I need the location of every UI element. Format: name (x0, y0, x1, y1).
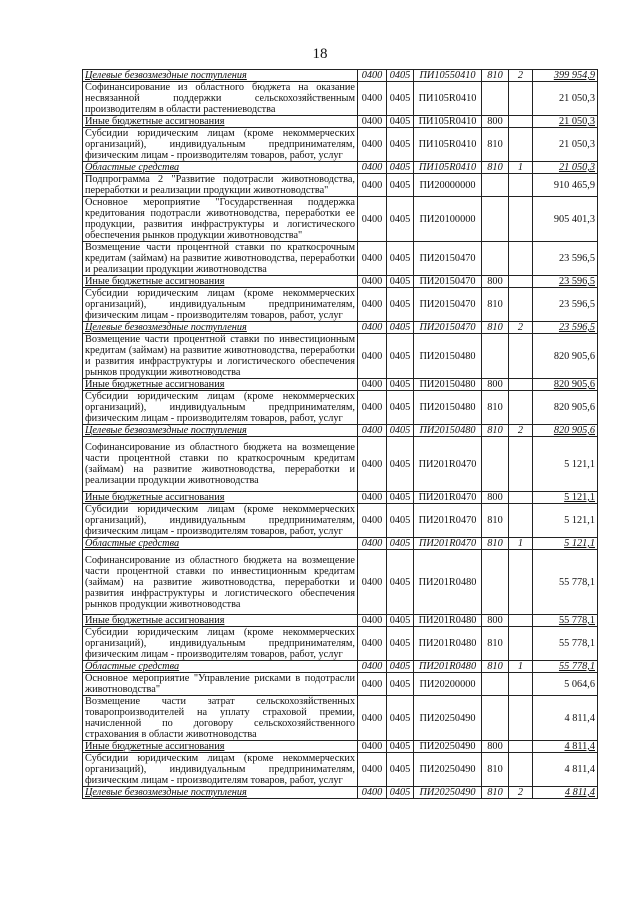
target-article-code: ПИ10550410 (414, 70, 482, 82)
amount-value: 55 778,1 (533, 550, 598, 615)
amount-value: 5 121,1 (533, 492, 598, 504)
table-row (83, 504, 598, 538)
expense-type-code (482, 673, 509, 696)
source-code: 2 (509, 425, 533, 437)
expense-type-code (482, 437, 509, 492)
amount-value: 55 778,1 (533, 661, 598, 673)
table-row (83, 425, 598, 437)
subsection-code: 0405 (387, 162, 414, 174)
target-article-code: ПИ20150480 (414, 379, 482, 391)
table-body (83, 70, 598, 799)
source-code (509, 379, 533, 391)
expense-type-code: 810 (482, 70, 509, 82)
budget-table (82, 69, 598, 799)
row-name: Подпрограмма 2 "Развитие подотрасли животноводства, переработки и реализации продукции животноводства" (83, 174, 358, 197)
row-name: Субсидии юридическим лицам (кроме некоммерческих организаций), индивидуальным предпринимателям, физическим лицам - производителям товаров, работ, услуг (83, 288, 358, 322)
row-name: Областные средства (83, 538, 358, 550)
expense-type-code: 800 (482, 276, 509, 288)
section-code: 0400 (358, 425, 387, 437)
amount-value: 55 778,1 (533, 627, 598, 661)
table-row (83, 753, 598, 787)
table-row (83, 627, 598, 661)
source-code (509, 492, 533, 504)
subsection-code: 0405 (387, 334, 414, 379)
subsection-code: 0405 (387, 70, 414, 82)
amount-value: 21 050,3 (533, 128, 598, 162)
table-row (83, 116, 598, 128)
row-name: Целевые безвозмездные поступления (83, 322, 358, 334)
row-name: Возмещение части процентной ставки по краткосрочным кредитам (займам) на развитие животноводства, переработки и реализации продукции животноводства (83, 242, 358, 276)
table-row (83, 162, 598, 174)
expense-type-code (482, 334, 509, 379)
amount-value: 5 121,1 (533, 437, 598, 492)
target-article-code: ПИ20150470 (414, 322, 482, 334)
target-article-code: ПИ20150470 (414, 242, 482, 276)
source-code (509, 741, 533, 753)
subsection-code: 0405 (387, 379, 414, 391)
section-code: 0400 (358, 379, 387, 391)
row-name: Целевые безвозмездные поступления (83, 70, 358, 82)
expense-type-code: 810 (482, 627, 509, 661)
target-article-code: ПИ201R0480 (414, 550, 482, 615)
section-code: 0400 (358, 334, 387, 379)
table-row (83, 379, 598, 391)
amount-value: 820 905,6 (533, 425, 598, 437)
section-code: 0400 (358, 673, 387, 696)
row-name: Основное мероприятие "Государственная поддержка кредитования подотрасли животноводства, переработки ее продукции, развития инфраструктуры и логистического обеспечения рынков продукции животноводства" (83, 197, 358, 242)
amount-value: 820 905,6 (533, 379, 598, 391)
expense-type-code (482, 242, 509, 276)
subsection-code: 0405 (387, 787, 414, 799)
amount-value: 4 811,4 (533, 787, 598, 799)
target-article-code: ПИ105R0410 (414, 82, 482, 116)
section-code: 0400 (358, 70, 387, 82)
subsection-code: 0405 (387, 504, 414, 538)
section-code: 0400 (358, 322, 387, 334)
amount-value: 23 596,5 (533, 242, 598, 276)
page-number: 18 (312, 46, 328, 62)
amount-value: 5 121,1 (533, 504, 598, 538)
amount-value: 21 050,3 (533, 116, 598, 128)
row-name: Целевые безвозмездные поступления (83, 425, 358, 437)
expense-type-code: 810 (482, 128, 509, 162)
expense-type-code (482, 174, 509, 197)
target-article-code: ПИ20150480 (414, 391, 482, 425)
table-row (83, 673, 598, 696)
target-article-code: ПИ20250490 (414, 753, 482, 787)
target-article-code: ПИ201R0470 (414, 504, 482, 538)
subsection-code: 0405 (387, 197, 414, 242)
subsection-code: 0405 (387, 174, 414, 197)
table-row (83, 276, 598, 288)
amount-value: 905 401,3 (533, 197, 598, 242)
row-name: Субсидии юридическим лицам (кроме некоммерческих организаций), индивидуальным предпринимателям, физическим лицам - производителям товаров, работ, услуг (83, 753, 358, 787)
expense-type-code: 810 (482, 425, 509, 437)
source-code (509, 276, 533, 288)
section-code: 0400 (358, 661, 387, 673)
expense-type-code: 810 (482, 288, 509, 322)
source-code (509, 615, 533, 627)
amount-value: 820 905,6 (533, 391, 598, 425)
source-code (509, 174, 533, 197)
table-row (83, 174, 598, 197)
subsection-code: 0405 (387, 391, 414, 425)
target-article-code: ПИ20000000 (414, 174, 482, 197)
subsection-code: 0405 (387, 288, 414, 322)
source-code (509, 437, 533, 492)
target-article-code: ПИ20150470 (414, 288, 482, 322)
section-code: 0400 (358, 627, 387, 661)
table-row (83, 288, 598, 322)
table-row (83, 128, 598, 162)
source-code: 2 (509, 70, 533, 82)
source-code (509, 197, 533, 242)
row-name: Основное мероприятие "Управление рисками в подотрасли животноводства" (83, 673, 358, 696)
row-name: Иные бюджетные ассигнования (83, 276, 358, 288)
target-article-code: ПИ105R0410 (414, 116, 482, 128)
expense-type-code (482, 197, 509, 242)
subsection-code: 0405 (387, 492, 414, 504)
row-name: Софинансирование из областного бюджета на возмещение части процентной ставки по краткосрочным кредитам (займам) на развитие животноводства, переработки и реализации продукции животноводства (83, 437, 358, 492)
table-row (83, 787, 598, 799)
amount-value: 5 121,1 (533, 538, 598, 550)
source-code (509, 753, 533, 787)
section-code: 0400 (358, 492, 387, 504)
subsection-code: 0405 (387, 661, 414, 673)
section-code: 0400 (358, 276, 387, 288)
target-article-code: ПИ20250490 (414, 787, 482, 799)
row-name: Иные бюджетные ассигнования (83, 492, 358, 504)
table-row (83, 696, 598, 741)
section-code: 0400 (358, 128, 387, 162)
source-code: 1 (509, 661, 533, 673)
subsection-code: 0405 (387, 82, 414, 116)
table-row (83, 492, 598, 504)
amount-value: 820 905,6 (533, 334, 598, 379)
target-article-code: ПИ105R0410 (414, 128, 482, 162)
target-article-code: ПИ20250490 (414, 696, 482, 741)
section-code: 0400 (358, 787, 387, 799)
row-name: Целевые безвозмездные поступления (83, 787, 358, 799)
expense-type-code: 800 (482, 379, 509, 391)
source-code (509, 242, 533, 276)
table-row (83, 741, 598, 753)
table-row (83, 242, 598, 276)
expense-type-code: 810 (482, 538, 509, 550)
target-article-code: ПИ201R0470 (414, 538, 482, 550)
target-article-code: ПИ20200000 (414, 673, 482, 696)
expense-type-code: 800 (482, 615, 509, 627)
section-code: 0400 (358, 288, 387, 322)
table-row (83, 197, 598, 242)
subsection-code: 0405 (387, 322, 414, 334)
source-code (509, 288, 533, 322)
section-code: 0400 (358, 162, 387, 174)
subsection-code: 0405 (387, 128, 414, 162)
source-code: 2 (509, 787, 533, 799)
table-row (83, 391, 598, 425)
expense-type-code (482, 696, 509, 741)
source-code: 2 (509, 322, 533, 334)
target-article-code: ПИ105R0410 (414, 162, 482, 174)
row-name: Субсидии юридическим лицам (кроме некоммерческих организаций), индивидуальным предпринимателям, физическим лицам - производителям товаров, работ, услуг (83, 627, 358, 661)
section-code: 0400 (358, 615, 387, 627)
table-row (83, 322, 598, 334)
subsection-code: 0405 (387, 538, 414, 550)
subsection-code: 0405 (387, 753, 414, 787)
source-code (509, 504, 533, 538)
subsection-code: 0405 (387, 741, 414, 753)
table-row (83, 70, 598, 82)
amount-value: 399 954,9 (533, 70, 598, 82)
amount-value: 23 596,5 (533, 322, 598, 334)
amount-value: 21 050,3 (533, 162, 598, 174)
expense-type-code (482, 82, 509, 116)
target-article-code: ПИ201R0470 (414, 492, 482, 504)
source-code (509, 627, 533, 661)
expense-type-code: 800 (482, 741, 509, 753)
source-code (509, 391, 533, 425)
subsection-code: 0405 (387, 615, 414, 627)
amount-value: 21 050,3 (533, 82, 598, 116)
section-code: 0400 (358, 696, 387, 741)
amount-value: 910 465,9 (533, 174, 598, 197)
row-name: Областные средства (83, 162, 358, 174)
source-code (509, 128, 533, 162)
source-code (509, 334, 533, 379)
section-code: 0400 (358, 391, 387, 425)
target-article-code: ПИ201R0470 (414, 437, 482, 492)
expense-type-code (482, 550, 509, 615)
target-article-code: ПИ201R0480 (414, 627, 482, 661)
section-code: 0400 (358, 174, 387, 197)
section-code: 0400 (358, 753, 387, 787)
target-article-code: ПИ20150480 (414, 425, 482, 437)
source-code: 1 (509, 538, 533, 550)
amount-value: 4 811,4 (533, 753, 598, 787)
table-row (83, 437, 598, 492)
subsection-code: 0405 (387, 673, 414, 696)
section-code: 0400 (358, 437, 387, 492)
section-code: 0400 (358, 242, 387, 276)
expense-type-code: 800 (482, 492, 509, 504)
section-code: 0400 (358, 116, 387, 128)
amount-value: 5 064,6 (533, 673, 598, 696)
amount-value: 55 778,1 (533, 615, 598, 627)
table-row (83, 550, 598, 615)
row-name: Софинансирование из областного бюджета на возмещение части процентной ставки по инвестиционным кредитам (займам) на развитие животноводства, переработки и развития инфраструктуры и логистического обеспечения рынков продукции животноводства (83, 550, 358, 615)
row-name: Областные средства (83, 661, 358, 673)
section-code: 0400 (358, 197, 387, 242)
section-code: 0400 (358, 504, 387, 538)
expense-type-code: 810 (482, 162, 509, 174)
target-article-code: ПИ20100000 (414, 197, 482, 242)
row-name: Возмещение части процентной ставки по инвестиционным кредитам (займам) на развитие животноводства, переработки и развития инфраструктуры и логистического обеспечения рынков продукции животноводства (83, 334, 358, 379)
row-name: Иные бюджетные ассигнования (83, 116, 358, 128)
row-name: Субсидии юридическим лицам (кроме некоммерческих организаций), индивидуальным предпринимателям, физическим лицам - производителям товаров, работ, услуг (83, 504, 358, 538)
row-name: Возмещение части затрат сельскохозяйственных товаропроизводителей на уплату страховой премии, начисленной по договору сельскохозяйственного страхования в области животноводства (83, 696, 358, 741)
subsection-code: 0405 (387, 116, 414, 128)
target-article-code: ПИ20150480 (414, 334, 482, 379)
section-code: 0400 (358, 550, 387, 615)
subsection-code: 0405 (387, 437, 414, 492)
table-row (83, 82, 598, 116)
source-code (509, 550, 533, 615)
target-article-code: ПИ20150470 (414, 276, 482, 288)
amount-value: 23 596,5 (533, 276, 598, 288)
source-code (509, 673, 533, 696)
subsection-code: 0405 (387, 242, 414, 276)
expense-type-code: 810 (482, 391, 509, 425)
table-row (83, 615, 598, 627)
subsection-code: 0405 (387, 550, 414, 615)
source-code (509, 696, 533, 741)
source-code: 1 (509, 162, 533, 174)
row-name: Субсидии юридическим лицам (кроме некоммерческих организаций), индивидуальным предпринимателям, физическим лицам - производителям товаров, работ, услуг (83, 128, 358, 162)
expense-type-code: 810 (482, 787, 509, 799)
row-name: Иные бюджетные ассигнования (83, 379, 358, 391)
subsection-code: 0405 (387, 696, 414, 741)
row-name: Иные бюджетные ассигнования (83, 741, 358, 753)
subsection-code: 0405 (387, 425, 414, 437)
table-row (83, 334, 598, 379)
table-row (83, 661, 598, 673)
section-code: 0400 (358, 741, 387, 753)
subsection-code: 0405 (387, 627, 414, 661)
target-article-code: ПИ201R0480 (414, 615, 482, 627)
amount-value: 23 596,5 (533, 288, 598, 322)
section-code: 0400 (358, 538, 387, 550)
target-article-code: ПИ20250490 (414, 741, 482, 753)
amount-value: 4 811,4 (533, 696, 598, 741)
source-code (509, 116, 533, 128)
source-code (509, 82, 533, 116)
row-name: Софинансирование из областного бюджета на оказание несвязанной поддержки сельскохозяйственным производителям в области растениеводства (83, 82, 358, 116)
expense-type-code: 800 (482, 116, 509, 128)
amount-value: 4 811,4 (533, 741, 598, 753)
target-article-code: ПИ201R0480 (414, 661, 482, 673)
expense-type-code: 810 (482, 753, 509, 787)
expense-type-code: 810 (482, 504, 509, 538)
expense-type-code: 810 (482, 322, 509, 334)
subsection-code: 0405 (387, 276, 414, 288)
row-name: Субсидии юридическим лицам (кроме некоммерческих организаций), индивидуальным предпринимателям, физическим лицам - производителям товаров, работ, услуг (83, 391, 358, 425)
row-name: Иные бюджетные ассигнования (83, 615, 358, 627)
table-row (83, 538, 598, 550)
section-code: 0400 (358, 82, 387, 116)
expense-type-code: 810 (482, 661, 509, 673)
